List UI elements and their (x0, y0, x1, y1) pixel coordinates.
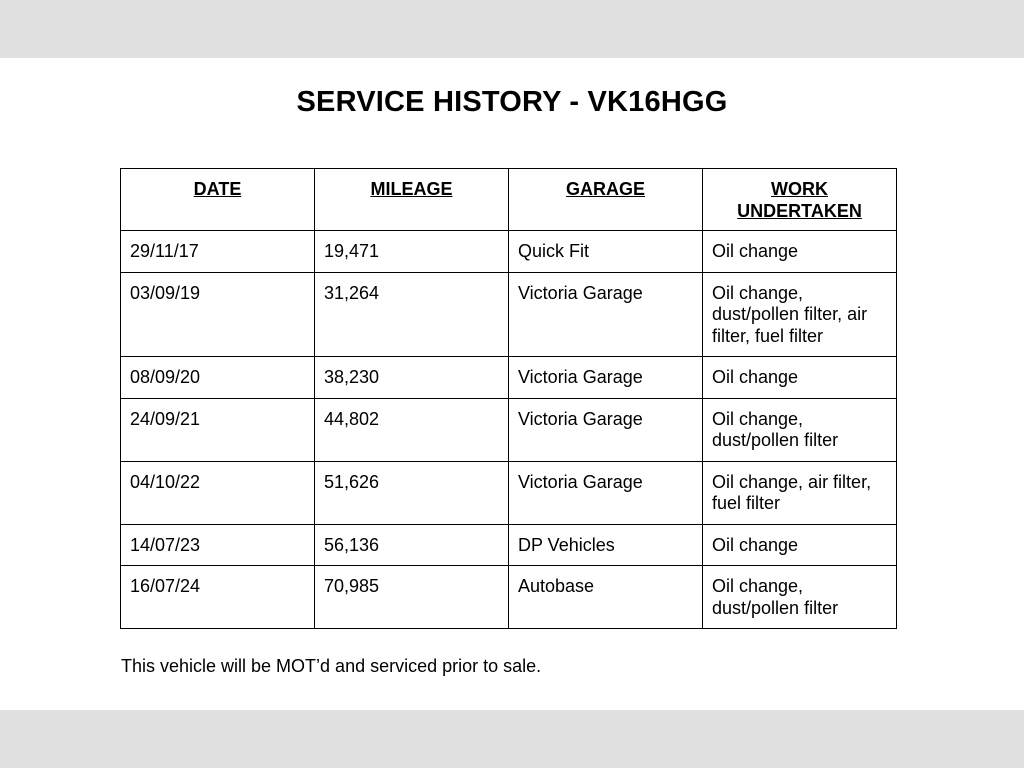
work-cell: Oil change, dust/pollen filter (703, 566, 897, 629)
column-header-mileage: MILEAGE (315, 169, 509, 231)
mileage-cell: 19,471 (315, 231, 509, 273)
date-cell: 04/10/22 (121, 461, 315, 524)
date-cell: 03/09/19 (121, 272, 315, 357)
mileage-cell: 56,136 (315, 524, 509, 566)
column-header-garage: GARAGE (509, 169, 703, 231)
date-cell: 14/07/23 (121, 524, 315, 566)
mileage-cell: 70,985 (315, 566, 509, 629)
garage-cell: DP Vehicles (509, 524, 703, 566)
table-row (121, 566, 897, 629)
work-cell: Oil change (703, 357, 897, 399)
date-cell: 08/09/20 (121, 357, 315, 399)
work-cell: Oil change, dust/pollen filter, air filter, fuel filter (703, 272, 897, 357)
service-history-table (120, 168, 897, 629)
garage-cell: Victoria Garage (509, 461, 703, 524)
page-title: SERVICE HISTORY - VK16HGG (296, 86, 728, 118)
date-cell: 16/07/24 (121, 566, 315, 629)
date-cell: 24/09/21 (121, 398, 315, 461)
work-cell: Oil change (703, 524, 897, 566)
work-cell: Oil change, air filter, fuel filter (703, 461, 897, 524)
table-row (121, 357, 897, 399)
document-page (0, 58, 1024, 710)
table-row (121, 272, 897, 357)
garage-cell: Quick Fit (509, 231, 703, 273)
garage-cell: Victoria Garage (509, 398, 703, 461)
date-cell: 29/11/17 (121, 231, 315, 273)
column-header-date: DATE (121, 169, 315, 231)
column-header-work-undertaken: WORK UNDERTAKEN (703, 169, 897, 231)
mileage-cell: 31,264 (315, 272, 509, 357)
table-row (121, 231, 897, 273)
work-cell: Oil change, dust/pollen filter (703, 398, 897, 461)
garage-cell: Victoria Garage (509, 272, 703, 357)
mileage-cell: 38,230 (315, 357, 509, 399)
work-cell: Oil change (703, 231, 897, 273)
table-header-row (121, 169, 897, 231)
table-row (121, 524, 897, 566)
table-row (121, 398, 897, 461)
mileage-cell: 51,626 (315, 461, 509, 524)
garage-cell: Autobase (509, 566, 703, 629)
table-row (121, 461, 897, 524)
mileage-cell: 44,802 (315, 398, 509, 461)
footer-note: This vehicle will be MOT’d and serviced prior to sale. (121, 656, 542, 676)
garage-cell: Victoria Garage (509, 357, 703, 399)
